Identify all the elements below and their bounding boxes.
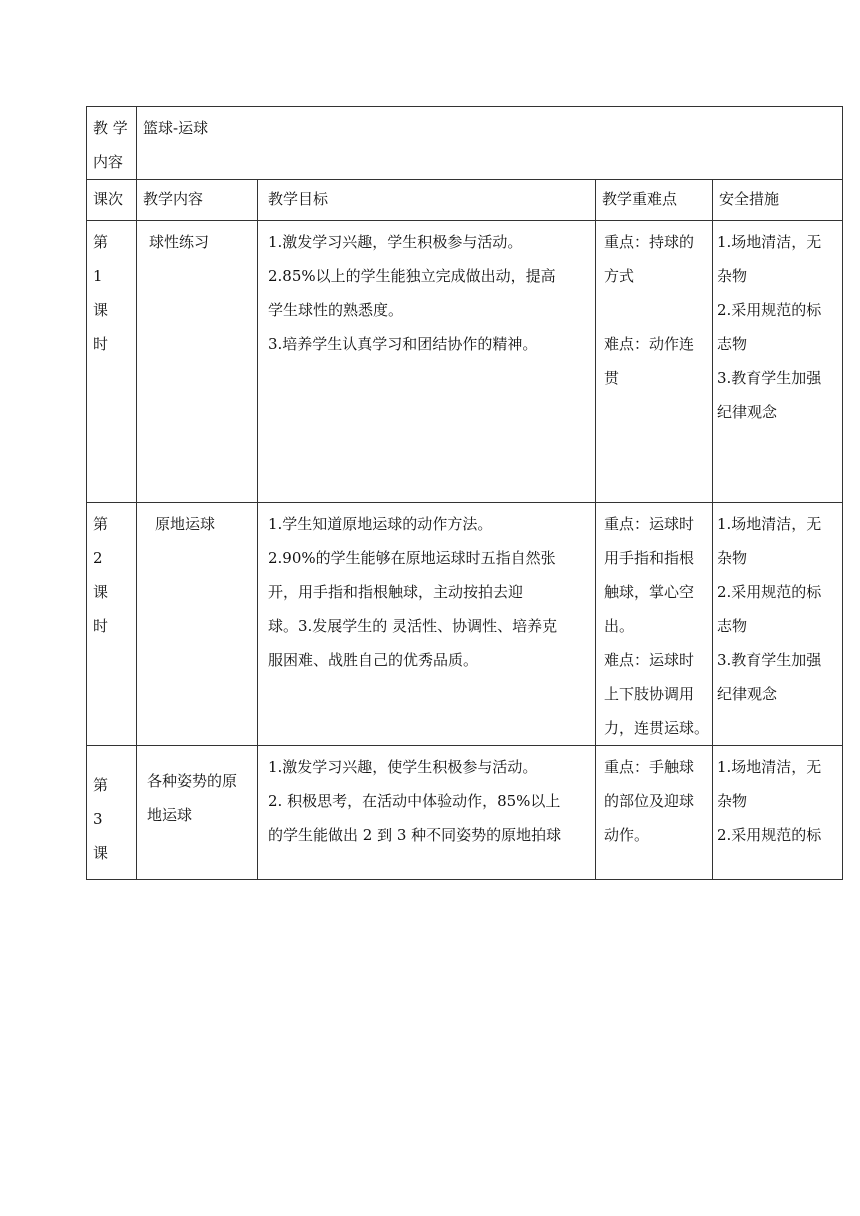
- objective-line: 1.激发学习兴趣，使学生积极参与活动。: [268, 758, 538, 776]
- content-cell: [137, 746, 258, 880]
- safety-line: 2.采用规范的标: [717, 583, 822, 601]
- key-points-cell: [596, 503, 713, 746]
- col-header-lesson: 课次: [87, 180, 137, 221]
- safety-line: 志物: [717, 335, 748, 353]
- safety-line: 2.采用规范的标: [717, 826, 822, 844]
- lesson-char: 课: [93, 301, 109, 319]
- lesson-char: 第: [93, 515, 109, 533]
- objective-line: 球。3.发展学生的 灵活性、协调性、培养克: [268, 617, 558, 635]
- key-point-line: 动作。: [604, 826, 650, 844]
- objective-line: 开，用手指和指根触球，主动按拍去迎: [268, 583, 524, 601]
- safety-line: 志物: [717, 617, 748, 635]
- teaching-content-value: 篮球-运球: [137, 107, 843, 180]
- safety-line: 3.教育学生加强: [717, 651, 822, 669]
- lesson-char: 2: [93, 549, 103, 567]
- label-line: 教 学: [93, 119, 128, 137]
- safety-line: 1.场地清洁，无: [717, 758, 822, 776]
- safety-line: 纪律观念: [717, 403, 778, 421]
- content-cell: 球性练习: [137, 221, 258, 503]
- objective-line: 1.学生知道原地运球的动作方法。: [268, 515, 493, 533]
- intro-row: [87, 107, 843, 180]
- objective-line: 2.85%以上的学生能独立完成做出动，提高: [268, 267, 556, 285]
- content-line: 各种姿势的原: [147, 772, 238, 790]
- objective-line: 的学生能做出 2 到 3 种不同姿势的原地拍球: [268, 826, 562, 844]
- table-header-row: [87, 180, 843, 221]
- safety-line: 杂物: [717, 792, 748, 810]
- key-point-line: 用手指和指根: [604, 549, 695, 567]
- lesson-cell: [87, 503, 137, 746]
- lesson-char: 第: [93, 233, 109, 251]
- objective-line: 1.激发学习兴趣，学生积极参与活动。: [268, 233, 523, 251]
- key-point-line: 重点：持球的: [604, 233, 695, 251]
- key-points-cell: [596, 221, 713, 503]
- lesson-plan-table: [86, 106, 843, 880]
- col-header-objectives: 教学目标: [258, 180, 596, 221]
- objective-line: 服困难、战胜自己的优秀品质。: [268, 651, 479, 669]
- col-header-safety: 安全措施: [713, 180, 843, 221]
- content-line: 地运球: [147, 806, 193, 824]
- lesson-char: 课: [93, 844, 109, 862]
- objective-line: 2. 积极思考，在活动中体验动作，85%以上: [268, 792, 561, 810]
- safety-line: 1.场地清洁，无: [717, 515, 822, 533]
- key-point-line: 难点：动作连: [604, 335, 695, 353]
- objective-line: 2.90%的学生能够在原地运球时五指自然张: [268, 549, 556, 567]
- col-header-content: 教学内容: [137, 180, 258, 221]
- safety-line: 杂物: [717, 549, 748, 567]
- key-point-line: 重点：运球时: [604, 515, 695, 533]
- key-point-line: 难点：运球时: [604, 651, 695, 669]
- table-row: [87, 221, 843, 503]
- safety-line: 2.采用规范的标: [717, 301, 822, 319]
- safety-cell: [713, 221, 843, 503]
- objectives-cell: [258, 746, 596, 880]
- key-point-line: 贯: [604, 369, 620, 387]
- teaching-content-label: [87, 107, 137, 180]
- safety-line: 纪律观念: [717, 685, 778, 703]
- key-point-line: 力，连贯运球。: [604, 719, 710, 737]
- key-point-line: 重点：手触球: [604, 758, 695, 776]
- objective-line: 3.培养学生认真学习和团结协作的精神。: [268, 335, 538, 353]
- safety-cell: [713, 746, 843, 880]
- lesson-cell: [87, 221, 137, 503]
- objective-line: 学生球性的熟悉度。: [268, 301, 404, 319]
- lesson-cell: [87, 746, 137, 880]
- table-row: [87, 746, 843, 880]
- lesson-char: 第: [93, 776, 109, 794]
- content-cell: 原地运球: [137, 503, 258, 746]
- lesson-char: 时: [93, 617, 109, 635]
- objectives-cell: [258, 221, 596, 503]
- safety-line: 1.场地清洁，无: [717, 233, 822, 251]
- key-points-cell: [596, 746, 713, 880]
- lesson-char: 1: [93, 267, 103, 285]
- lesson-char: 3: [93, 810, 103, 828]
- key-point-line: 的部位及迎球: [604, 792, 695, 810]
- spacer: [604, 293, 710, 327]
- table-row: [87, 503, 843, 746]
- key-point-line: 上下肢协调用: [604, 685, 695, 703]
- safety-line: 杂物: [717, 267, 748, 285]
- key-point-line: 出。: [604, 617, 635, 635]
- lesson-char: 时: [93, 335, 109, 353]
- safety-cell: [713, 503, 843, 746]
- col-header-key-points: 教学重难点: [596, 180, 713, 221]
- lesson-wrap: [93, 750, 136, 870]
- key-point-line: 方式: [604, 267, 635, 285]
- label-line: 内容: [93, 153, 124, 171]
- key-point-line: 触球，掌心空: [604, 583, 695, 601]
- lesson-char: 课: [93, 583, 109, 601]
- objectives-cell: [258, 503, 596, 746]
- safety-line: 3.教育学生加强: [717, 369, 822, 387]
